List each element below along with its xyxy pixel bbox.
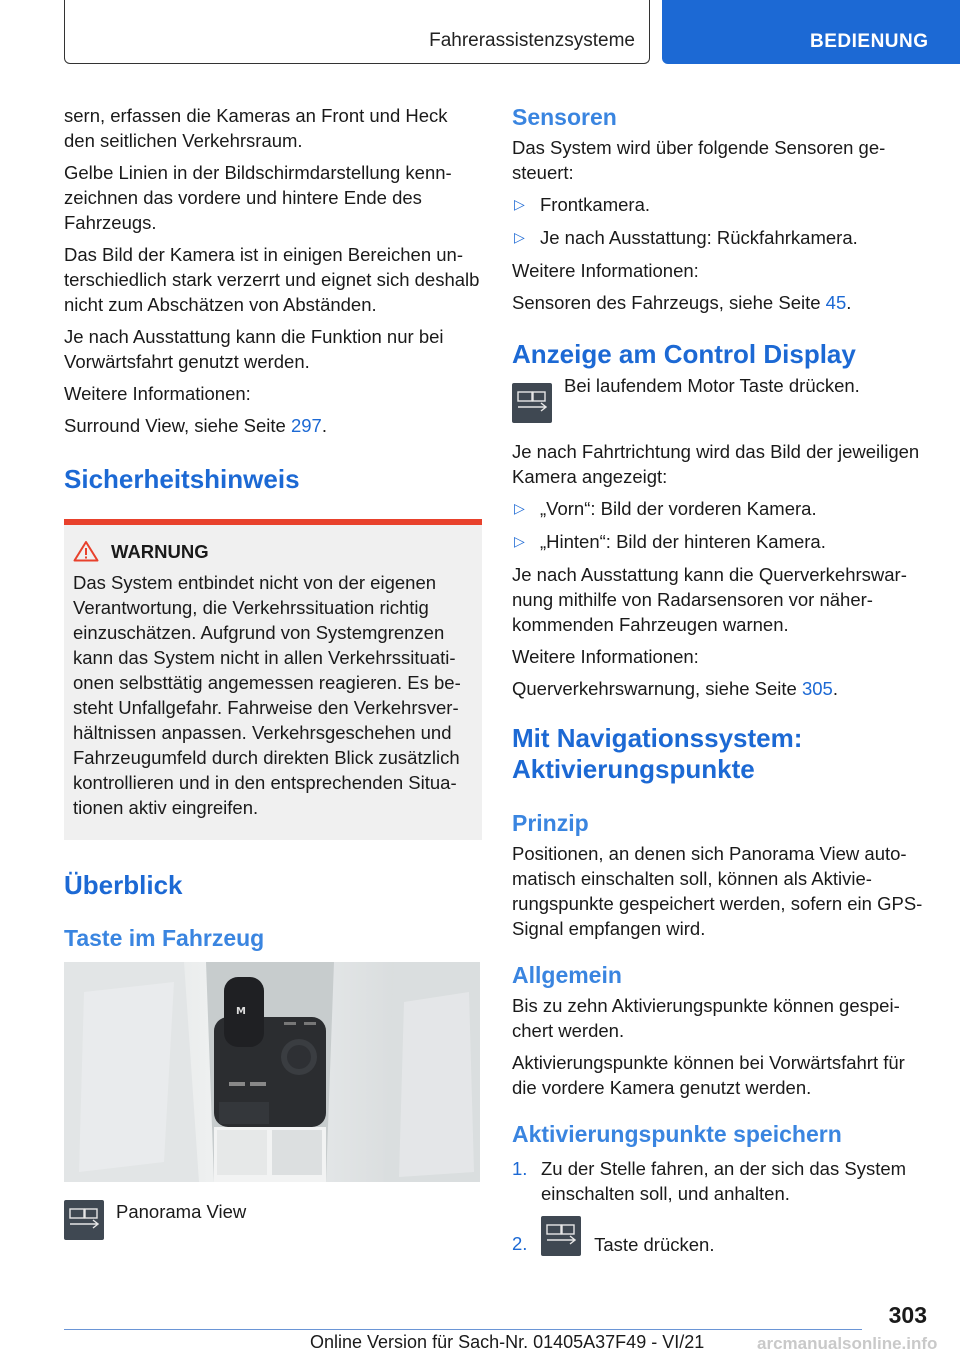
key-row <box>512 375 924 423</box>
paragraph: Sensoren des Fahrzeugs, siehe Seite 45. <box>512 292 852 313</box>
panorama-view-button-icon[interactable] <box>64 1200 104 1240</box>
step-item <box>512 1216 924 1256</box>
heading-button-in-vehicle: Taste im Fahrzeug <box>64 925 265 951</box>
step-item <box>512 1156 924 1206</box>
paragraph: Weitere Informationen: <box>512 646 699 667</box>
left-column <box>64 103 482 1240</box>
warning-box <box>64 519 482 840</box>
paragraph: sern, erfassen die Kameras an Front und Heck den seitlichen Verkehrsraum. <box>64 105 448 151</box>
warning-triangle-icon <box>73 540 99 568</box>
paragraph: Querverkehrswarnung, siehe Seite 305. <box>512 678 838 699</box>
paragraph: Das System wird über folgende Sensoren gesteuert: <box>512 137 886 183</box>
heading-principle: Prinzip <box>512 810 589 836</box>
footer-divider <box>64 1329 862 1330</box>
list-item <box>512 529 924 554</box>
panorama-view-button-icon[interactable] <box>541 1216 581 1256</box>
paragraph: Je nach Ausstattung kann die Funktion nur bei Vorwärtsfahrt genutzt werden. <box>64 326 444 372</box>
step-number: 1. <box>512 1158 528 1179</box>
watermark: arcmanualsonline.info <box>757 1334 938 1353</box>
header-chapter-title: BEDIENUNG <box>810 31 929 52</box>
triangle-bullet-icon: ▷ <box>514 229 525 245</box>
header-section-title: Fahrerassistenzsysteme <box>429 30 635 51</box>
list-item <box>512 192 924 217</box>
heading-overview: Überblick <box>64 870 183 900</box>
heading-control-display: Anzeige am Control Display <box>512 339 856 369</box>
header-section-tab <box>64 0 650 64</box>
panorama-view-button-icon[interactable] <box>512 383 552 423</box>
step-text: Taste drücken. <box>594 1233 715 1255</box>
triangle-bullet-icon: ▷ <box>514 500 525 516</box>
list-item-text: „Hinten“: Bild der hinteren Kamera. <box>540 531 826 552</box>
key-instruction: Bei laufendem Motor Taste drücken. <box>564 375 860 396</box>
paragraph: Bis zu zehn Aktivierungspunkte können gespeichert werden. <box>512 995 900 1041</box>
paragraph: Gelbe Linien in der Bildschirmdarstellung kennzeichnen das vordere und hintere Ende des Fahrzeugs. <box>64 162 452 233</box>
paragraph: Weitere Informationen: <box>64 383 251 404</box>
page-number: 303 <box>888 1302 927 1328</box>
step-number: 2. <box>512 1233 528 1254</box>
list-item-text: „Vorn“: Bild der vorderen Kamera. <box>540 498 817 519</box>
paragraph: Weitere Informationen: <box>512 260 699 281</box>
warning-title <box>111 539 472 564</box>
page-link-297[interactable]: 297 <box>290 415 322 436</box>
triangle-bullet-icon: ▷ <box>514 533 525 549</box>
center-console-photo <box>64 962 480 1182</box>
heading-save-points: Aktivierungspunkte speichern <box>512 1121 842 1147</box>
heading-safety: Sicherheitshinweis <box>64 464 300 494</box>
heading-navigation: Mit Navigationssystem: Aktivierungspunkte <box>512 723 803 784</box>
ref-text: Surround View, siehe Seite <box>64 415 291 436</box>
steps-list <box>512 1156 924 1256</box>
list-item-text: Frontkamera. <box>540 194 651 215</box>
sensor-list <box>512 192 924 250</box>
ref-text: Sensoren des Fahrzeugs, siehe Seite <box>512 292 826 313</box>
warning-title-text: WARNUNG <box>111 541 209 562</box>
svg-text:M: M <box>236 1006 246 1017</box>
paragraph: Je nach Fahrtrichtung wird das Bild der jeweiligen Kamera angezeigt: <box>512 441 920 487</box>
page-link-45[interactable]: 45 <box>825 292 847 313</box>
step-text: Zu der Stelle fahren, an der sich das System einschalten soll, und anhalten. <box>541 1158 907 1204</box>
list-item <box>512 496 924 521</box>
footer-text: Online Version für Sach-Nr. 01405A37F49 - VI/21 <box>310 1332 705 1352</box>
header-chapter-tab <box>662 0 960 64</box>
key-row <box>64 1200 482 1240</box>
key-label: Panorama View <box>116 1201 247 1222</box>
paragraph: Aktivierungspunkte können bei Vorwärtsfahrt für die vordere Kamera genutzt werden. <box>512 1052 905 1098</box>
right-column <box>512 103 924 1265</box>
heading-general: Allgemein <box>512 962 622 988</box>
page-link-305[interactable]: 305 <box>801 678 833 699</box>
paragraph: Je nach Ausstattung kann die Querverkehrswarnung mithilfe von Radarsensoren vor näherkommenden Fahrzeugen warnen. <box>512 564 907 635</box>
list-item-text: Je nach Ausstattung: Rückfahrkamera. <box>540 227 858 248</box>
heading-sensors: Sensoren <box>512 104 617 130</box>
camera-view-list <box>512 496 924 554</box>
paragraph: Surround View, siehe Seite 297. <box>64 415 327 436</box>
warning-text: Das System entbindet nicht von der eigenen Verantwortung, die Verkehrssituation richtig einzuschätzen. Aufgrund von Systemgrenzen kann das System nicht in allen Verkehrssituationen selbsttätig angemessen reagieren. Es besteht Unfallgefahr. Fahrweise den Verkehrsverhältnissen anpassen. Verkehrsgeschehen und Fahrzeugumfeld durch direkten Blick zusätzlich kontrollieren und in den entsprechenden Situationen aktiv eingreifen. <box>73 572 461 818</box>
triangle-bullet-icon: ▷ <box>514 196 525 212</box>
paragraph: Positionen, an denen sich Panorama View automatisch einschalten soll, können als Aktivierungspunkte gespeichert werden, sofern ein GPS-Signal empfangen wird. <box>512 843 923 939</box>
paragraph: Das Bild der Kamera ist in einigen Bereichen unterschiedlich stark verzerrt und eignet sich deshalb nicht zum Abschätzen von Abständen. <box>64 244 480 315</box>
ref-text: Querverkehrswarnung, siehe Seite <box>512 678 802 699</box>
list-item <box>512 225 924 250</box>
